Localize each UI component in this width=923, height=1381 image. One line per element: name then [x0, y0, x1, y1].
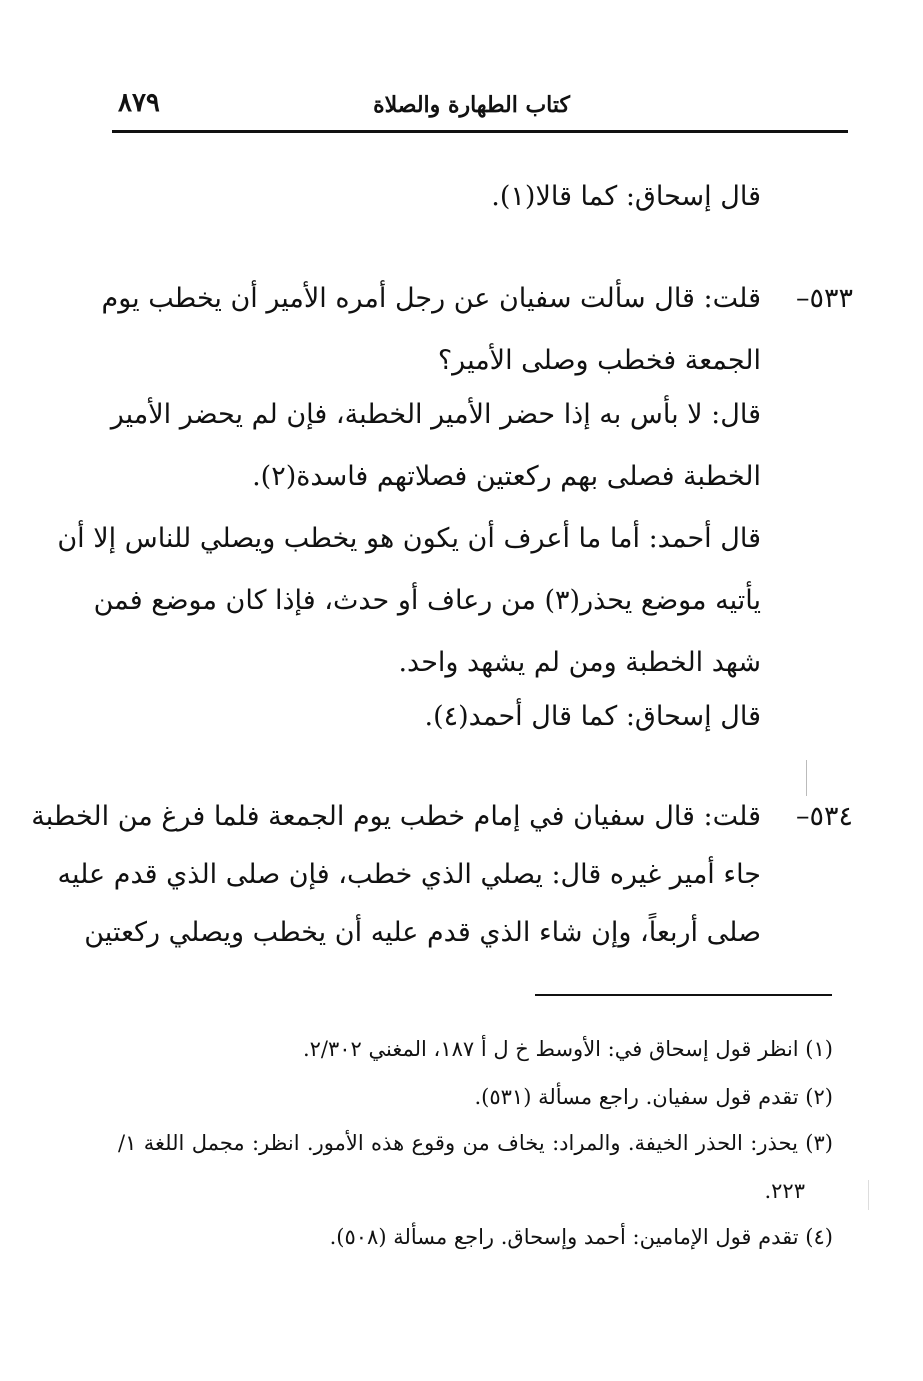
footnote-1: (١) انظر قول إسحاق في: الأوسط خ ل أ ١٨٧، المغني ٢/٣٠٢.	[302, 1037, 833, 1061]
q533-line-8: قال إسحاق: كما قال أحمد(٤).	[424, 701, 761, 732]
footnote-3: (٣) يحذر: الحذر الخيفة. والمراد: يخاف من وقوع هذه الأمور. انظر: مجمل اللغة ١/	[118, 1131, 833, 1155]
q533-line-7: شهد الخطبة ومن لم يشهد واحد.	[398, 647, 761, 678]
q533-line-1: قلت: قال سألت سفيان عن رجل أمره الأمير أن يخطب يوم	[101, 283, 761, 314]
footnote-4: (٤) تقدم قول الإمامين: أحمد وإسحاق. راجع مسألة (٥٠٨).	[329, 1225, 833, 1249]
q533-line-5: قال أحمد: أما ما أعرف أن يكون هو يخطب ويصلي للناس إلا أن	[57, 523, 761, 554]
footnote-2: (٢) تقدم قول سفيان. راجع مسألة (٥٣١).	[474, 1085, 833, 1109]
running-title: كتاب الطهارة والصلاة	[373, 92, 570, 118]
scan-artifact	[868, 1180, 869, 1210]
question-number-534: ٥٣٤–	[795, 801, 853, 832]
q534-line-3: صلى أربعاً، وإن شاء الذي قدم عليه أن يخطب ويصلي ركعتين	[84, 917, 761, 948]
footnote-divider	[535, 994, 832, 996]
intro-line: قال إسحاق: كما قالا(١).	[491, 181, 761, 212]
q533-line-4: الخطبة فصلى بهم ركعتين فصلاتهم فاسدة(٢).	[252, 461, 761, 492]
q533-line-6: يأتيه موضع يحذر(٣) من رعاف أو حدث، فإذا كان موضع فمن	[93, 585, 761, 616]
page-number: ٨٧٩	[118, 88, 160, 118]
header-divider	[112, 130, 848, 133]
question-number-533: ٥٣٣–	[795, 283, 853, 314]
q534-line-2: جاء أمير غيره قال: يصلي الذي خطب، فإن صلى الذي قدم عليه	[57, 859, 761, 890]
q533-line-3: قال: لا بأس به إذا حضر الأمير الخطبة، فإن لم يحضر الأمير	[110, 399, 761, 430]
scan-artifact	[806, 760, 807, 796]
footnote-3-continuation: ٢٢٣.	[764, 1179, 805, 1203]
q533-line-2: الجمعة فخطب وصلى الأمير؟	[437, 345, 761, 376]
q534-line-1: قلت: قال سفيان في إمام خطب يوم الجمعة فلما فرغ من الخطبة	[31, 801, 761, 832]
